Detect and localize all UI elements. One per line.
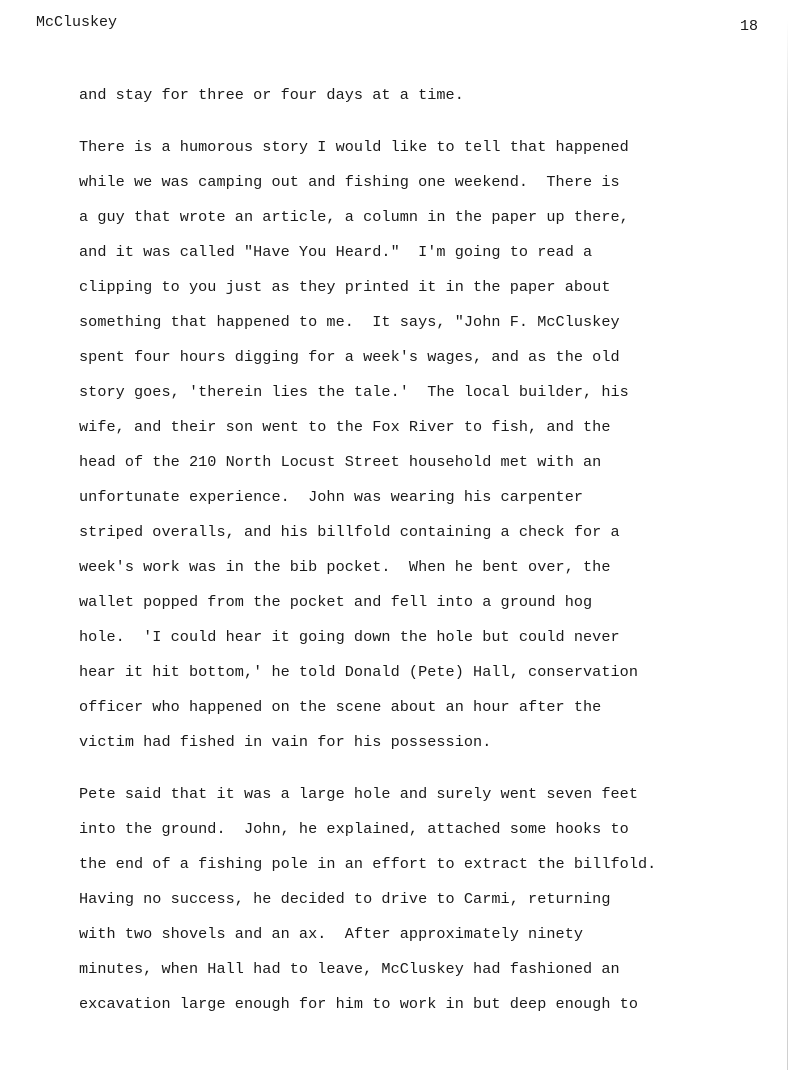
paragraph-spacer xyxy=(79,766,789,783)
page-number: 18 xyxy=(740,18,759,35)
text-line: There is a humorous story I would like to tell that happened xyxy=(79,138,629,156)
text-line: the end of a fishing pole in an effort to extract the billfold. xyxy=(79,855,657,873)
text-line: victim had fished in vain for his possession. xyxy=(79,733,492,751)
text-line: head of the 210 North Locust Street household met with an xyxy=(79,453,602,471)
paragraph xyxy=(79,783,789,1028)
text-line: story goes, 'therein lies the tale.' The local builder, his xyxy=(79,383,629,401)
paragraph xyxy=(79,136,789,766)
text-line: hole. 'I could hear it going down the hole but could never xyxy=(79,628,620,646)
text-line: week's work was in the bib pocket. When he bent over, the xyxy=(79,558,611,576)
text-line: into the ground. John, he explained, attached some hooks to xyxy=(79,820,629,838)
running-header-author: McCluskey xyxy=(36,14,118,31)
text-line: with two shovels and an ax. After approximately ninety xyxy=(79,925,584,943)
paragraph-spacer xyxy=(79,119,789,136)
text-line: officer who happened on the scene about an hour after the xyxy=(79,698,602,716)
text-line: Pete said that it was a large hole and surely went seven feet xyxy=(79,785,639,803)
text-line: a guy that wrote an article, a column in the paper up there, xyxy=(79,208,629,226)
text-line: clipping to you just as they printed it in the paper about xyxy=(79,278,611,296)
text-line: unfortunate experience. John was wearing his carpenter xyxy=(79,488,584,506)
text-line: minutes, when Hall had to leave, McCluskey had fashioned an xyxy=(79,960,620,978)
text-line: wife, and their son went to the Fox River to fish, and the xyxy=(79,418,611,436)
text-line: and stay for three or four days at a time. xyxy=(79,86,464,104)
text-line: wallet popped from the pocket and fell into a ground hog xyxy=(79,593,593,611)
document-body xyxy=(79,84,789,1028)
paragraph xyxy=(79,84,789,119)
text-line: hear it hit bottom,' he told Donald (Pete) Hall, conservation xyxy=(79,663,639,681)
text-line: spent four hours digging for a week's wages, and as the old xyxy=(79,348,620,366)
text-line: excavation large enough for him to work in but deep enough to xyxy=(79,995,639,1013)
text-line: striped overalls, and his billfold containing a check for a xyxy=(79,523,620,541)
text-line: Having no success, he decided to drive to Carmi, returning xyxy=(79,890,611,908)
text-line: something that happened to me. It says, "John F. McCluskey xyxy=(79,313,620,331)
text-line: while we was camping out and fishing one weekend. There is xyxy=(79,173,620,191)
text-line: and it was called "Have You Heard." I'm going to read a xyxy=(79,243,593,261)
